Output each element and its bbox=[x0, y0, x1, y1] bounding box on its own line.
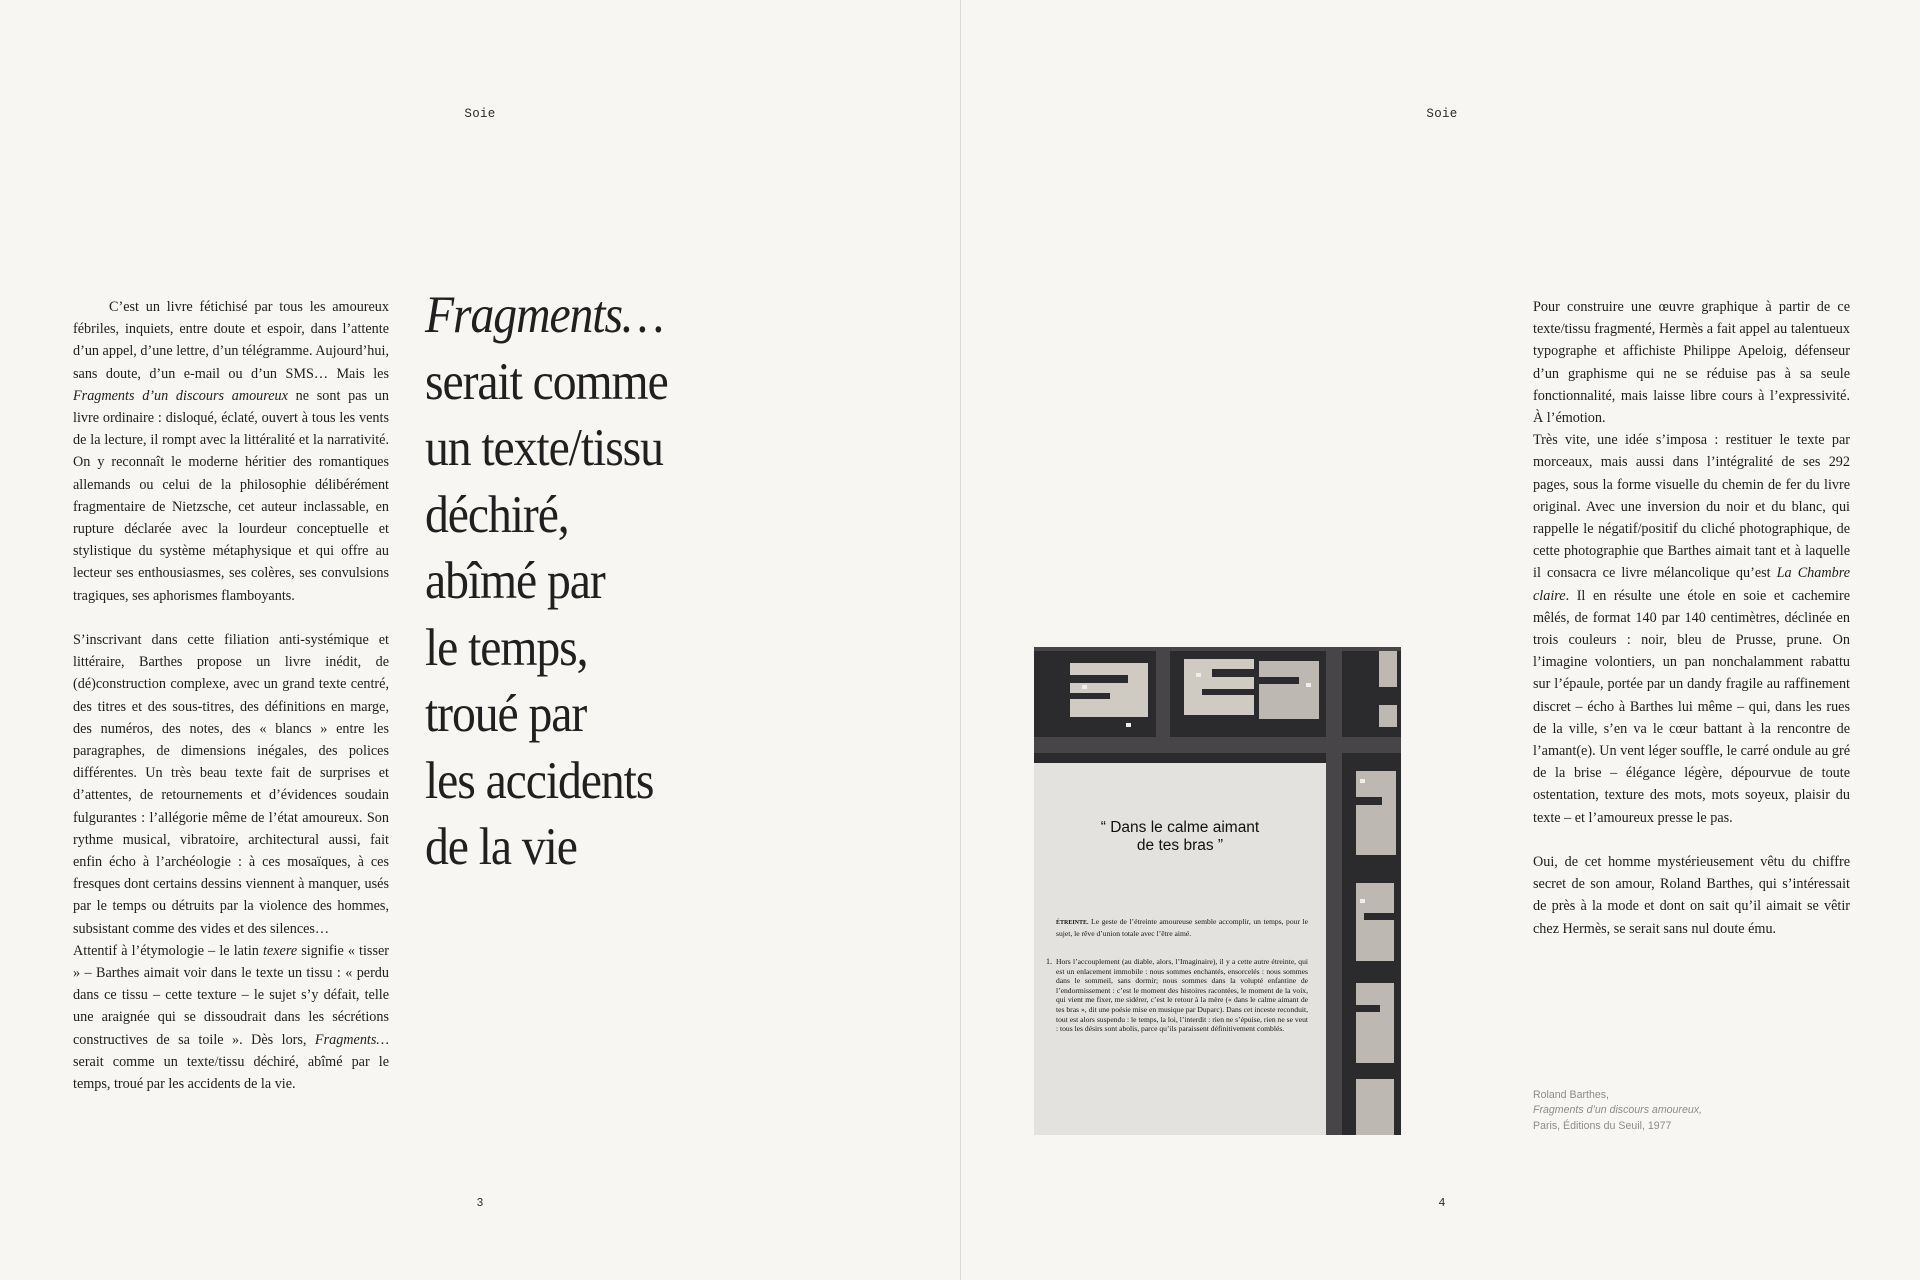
thumbnail-block bbox=[1356, 771, 1396, 855]
body-text-left bbox=[73, 296, 389, 1095]
facsimile-definition: ÉTREINTE. Le geste de l’étreinte amoureuse semble accomplir, un temps, pour le sujet, le rêve d’union totale avec l’être aimé. bbox=[1056, 917, 1308, 938]
right-page bbox=[961, 0, 1920, 1280]
running-head: Soie bbox=[464, 107, 496, 121]
page-number: 4 bbox=[1438, 1197, 1446, 1210]
pull-quote bbox=[425, 282, 722, 881]
thumbnail-block bbox=[1356, 983, 1394, 1063]
facsimile-book-page bbox=[1034, 763, 1326, 1135]
pull-quote-line: déchiré, bbox=[425, 485, 569, 544]
image-caption bbox=[1533, 1088, 1773, 1134]
pull-quote-line: serait comme bbox=[425, 352, 668, 411]
running-head: Soie bbox=[1426, 107, 1458, 121]
pull-quote-line: les accidents bbox=[425, 751, 654, 810]
book-facsimile-image bbox=[1034, 647, 1401, 1135]
grid-line bbox=[1034, 737, 1401, 753]
latin-word: texere bbox=[263, 942, 298, 959]
grid-line bbox=[1156, 647, 1170, 737]
thumbnail-block bbox=[1356, 1079, 1394, 1135]
book-title: Fragments d’un discours amoureux bbox=[73, 387, 288, 404]
facsimile-paragraph: Hors l’accouplement (au diable, alors, l’Imaginaire), il y a cette autre étreinte, qui est un enlacement immobile : nous sommes enchantés, ensorcelés : nous sommes dans le sommeil, sans dormir; nous sommes dans la volupté enfantine de l’endormissement : c’est le moment des histoires racontées, le moment de la voix, qui vient me fixer, me sidérer, c’est le retour à la mère (« dans le calme aimant de tes bras », dit une poésie mise en musique par Duparc). Dans cet inceste reconduit, tout est alors suspendu : le temps, la loi, l’interdit : rien ne s’épuise, rien ne se veut : tous les désirs sont abolis, parce qu’ils paraissent définitivement comblés. bbox=[1056, 957, 1308, 1034]
facsimile-title: “ Dans le calme aimant de tes bras ” bbox=[1100, 819, 1260, 854]
pull-quote-line: le temps, bbox=[425, 618, 588, 677]
caption-author: Roland Barthes, bbox=[1533, 1089, 1609, 1101]
pull-quote-line: de la vie bbox=[425, 818, 577, 876]
thumbnail-block bbox=[1259, 661, 1319, 719]
thumbnail-block bbox=[1379, 651, 1397, 687]
thumbnail-block bbox=[1356, 883, 1394, 961]
book-title: La Chambre claire bbox=[1533, 565, 1850, 604]
pull-quote-line: un texte/tissu bbox=[425, 419, 663, 477]
paragraph: C’est un livre fétichisé par tous les amoureux fébriles, inquiets, entre doute et espoir, dans l’attente d’un appel, d’une lettre, d’un télégramme. Aujourd’hui, sans doute, d’un e-mail ou d’un SMS… Mais les Fragments d’un discours amoureux ne sont pas un livre ordinaire : disloqué, éclaté, ouvert à tous les vents de la lecture, il rompt avec la littéralité et la narrativité. On y reconnaît le moderne héritier des romantiques allemands ou celui de la philosophie délibérément fragmentaire de Nietzsche, cet auteur inclassable, en rupture déclarée avec la lourdeur conceptuelle et stylistique du système métaphysique et qui offre au lecteur ses enthousiasmes, ses colères, ses convulsions tragiques, ses aphorismes flamboyants. bbox=[73, 299, 389, 604]
body-text-right bbox=[1533, 296, 1850, 940]
thumbnail-block bbox=[1379, 705, 1397, 727]
paragraph: Oui, de cet homme mystérieusement vêtu du chiffre secret de son amour, Roland Barthes, qui s’intéressait de près à la mode et dont on sait qu’il aimait se vêtir chez Hermès, se serait sans nul doute ému. bbox=[1533, 854, 1850, 937]
pull-quote-title: Fragments… bbox=[425, 286, 664, 344]
caption-book-title: Fragments d’un discours amoureux, bbox=[1533, 1104, 1702, 1117]
thumbnail-block bbox=[1070, 663, 1148, 717]
paragraph: Pour construire une œuvre graphique à partir de ce texte/tissu fragmenté, Hermès a fait appel au talentueux typographe et affichiste Philippe Apeloig, défenseur d’un graphisme qui ne se réduise pas à sa seule fonctionnalité, mais laisse libre cours à l’expressivité. À l’émotion. bbox=[1533, 299, 1850, 427]
paragraph: S’inscrivant dans cette filiation anti-systémique et littéraire, Barthes propose un livre inédit, de (dé)construction complexe, avec un grand texte centré, des titres et des sous-titres, des définitions en marge, des numéros, des notes, des « blancs » entre les paragraphes, de dimensions inégales, des polices différentes. Un très beau texte fait de surprises et d’attentes, de retournements et d’évidences soudain fulgurantes : l’allégorie même de l’état amoureux. Son rythme musical, vibratoire, architectural aussi, fait enfin écho à l’archéologie : à ces mosaïques, à ces fresques dont certains dessins viennent à manquer, usés par le temps ou détruits par la violence des hommes, subsistant comme des vides et des silences… bbox=[73, 632, 389, 937]
caption-publisher: Paris, Éditions du Seuil, 1977 bbox=[1533, 1119, 1672, 1132]
grid-line bbox=[1326, 647, 1342, 1135]
paragraph: Très vite, une idée s’imposa : restituer le texte par morceaux, mais aussi dans l’intégralité de ses 292 pages, sous la forme visuelle du chemin de fer du livre original. Avec une inversion du noir et du blanc, qui rappelle le négatif/positif du cliché photographique, de cette photographie que Barthes aimait tant et à laquelle il consacra ce livre mélancolique qu’est La Chambre claire. Il en résulte une étole en soie et cachemire mêlés, de format 140 par 140 centimètres, déclinée en trois couleurs : noir, bleu de Prusse, prune. On l’imagine volontiers, un pan nonchalamment rabattu sur l’épaule, portée par un dandy fragile au raffinement discret – écho à Barthes lui même – qui, dans les rues de la ville, s’en va le cœur battant à la rencontre de l’amant(e). Un vent léger souffle, le carré ondule au gré de la brise – élégance légère, dépourvue de toute ostentation, texture des mots, mots soyeux, plaisir du texte – et l’amoureux presse le pas. bbox=[1533, 432, 1850, 826]
paragraph: Attentif à l’étymologie – le latin texere signifie « tisser » – Barthes aimait voir dans le texte un tissu : « perdu dans ce tissu – cette texture – le sujet s’y défait, telle une araignée qui se dissoudrait dans les sécrétions constructives de sa toile ». Dès lors, Fragments… serait comme un texte/tissu déchiré, abîmé par le temps, troué par les accidents de la vie. bbox=[73, 942, 389, 1093]
facsimile-number: 1. bbox=[1046, 957, 1052, 966]
book-title: Fragments… bbox=[314, 1031, 389, 1048]
pull-quote-line: troué par bbox=[425, 685, 587, 743]
page-number: 3 bbox=[476, 1197, 484, 1210]
thumbnail-block bbox=[1184, 659, 1254, 715]
pull-quote-line: abîmé par bbox=[425, 552, 605, 610]
grid-line bbox=[1034, 647, 1401, 651]
